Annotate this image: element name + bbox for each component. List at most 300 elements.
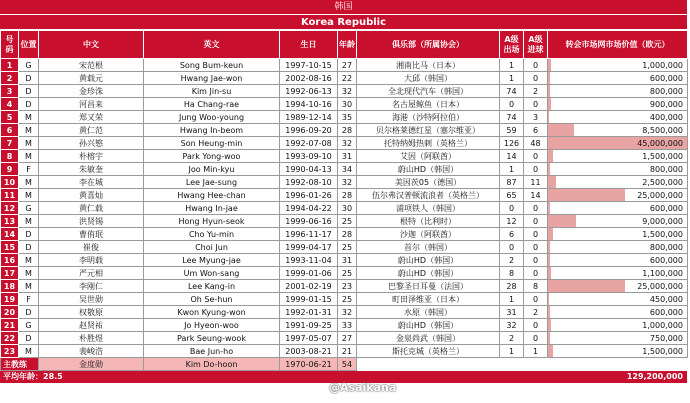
player-club: 蔚山HD（韩国） — [357, 267, 500, 280]
player-value-cell — [548, 85, 688, 98]
player-dob: 1996-09-20 — [280, 124, 338, 137]
player-goals: 11 — [524, 176, 548, 189]
player-club: 首尔（韩国） — [357, 241, 500, 254]
player-value-cell — [548, 319, 688, 332]
player-number: 8 — [1, 150, 19, 163]
player-number: 6 — [1, 124, 19, 137]
player-value: 1,500,000 — [642, 229, 683, 239]
player-age: 28 — [338, 228, 357, 241]
player-value-cell — [548, 267, 688, 280]
header-club: 俱乐部（所属协会） — [357, 31, 500, 59]
player-caps: 2 — [500, 332, 524, 345]
player-age: 31 — [338, 150, 357, 163]
player-caps: 12 — [500, 215, 524, 228]
player-name-en: Kim Jin-su — [144, 85, 280, 98]
country-title-cn: 韩国 — [0, 0, 687, 15]
player-caps: 1 — [500, 345, 524, 358]
player-name-cn: 孙兴慜 — [39, 137, 144, 150]
player-number: 2 — [1, 72, 19, 85]
player-caps: 87 — [500, 176, 524, 189]
player-number: 19 — [1, 293, 19, 306]
player-age: 30 — [338, 98, 357, 111]
player-name-cn: 洪贤锡 — [39, 215, 144, 228]
player-dob: 1999-01-06 — [280, 267, 338, 280]
squad-table — [0, 30, 688, 371]
player-name-cn: 黄喜灿 — [39, 189, 144, 202]
player-value-cell — [548, 306, 688, 319]
player-position: D — [19, 241, 39, 254]
player-club: 水原（韩国） — [357, 306, 500, 319]
header-goals: A级进球 — [524, 31, 548, 59]
player-value: 600,000 — [649, 73, 683, 83]
player-value: 600,000 — [649, 255, 683, 265]
player-age: 22 — [338, 72, 357, 85]
player-goals: 0 — [524, 228, 548, 241]
player-number: 12 — [1, 202, 19, 215]
player-goals: 0 — [524, 98, 548, 111]
player-age: 32 — [338, 137, 357, 150]
player-caps: 0 — [500, 241, 524, 254]
player-club: 蔚山HD（韩国） — [357, 319, 500, 332]
player-number: 7 — [1, 137, 19, 150]
player-caps: 74 — [500, 111, 524, 124]
player-name-cn: 李在城 — [39, 176, 144, 189]
player-value-cell — [548, 150, 688, 163]
player-caps: 14 — [500, 150, 524, 163]
player-name-en: Hwang Jae-won — [144, 72, 280, 85]
table-row — [1, 319, 688, 332]
player-age: 32 — [338, 176, 357, 189]
table-row — [1, 332, 688, 345]
player-goals: 0 — [524, 267, 548, 280]
player-name-cn: 严元相 — [39, 267, 144, 280]
player-value: 800,000 — [649, 164, 683, 174]
player-club: 托特纳姆热刺（英格兰） — [357, 137, 500, 150]
header-cn: 中文 — [39, 31, 144, 59]
player-age: 27 — [338, 59, 357, 72]
player-goals: 0 — [524, 150, 548, 163]
player-number: 23 — [1, 345, 19, 358]
player-dob: 1991-09-25 — [280, 319, 338, 332]
player-age: 33 — [338, 319, 357, 332]
player-name-cn: 李刚仁 — [39, 280, 144, 293]
player-name-en: Hwang Hee-chan — [144, 189, 280, 202]
player-age: 21 — [338, 345, 357, 358]
player-value-cell — [548, 280, 688, 293]
player-value-cell — [548, 228, 688, 241]
player-value-cell — [548, 215, 688, 228]
player-name-en: Choi Jun — [144, 241, 280, 254]
player-caps: 0 — [500, 98, 524, 111]
player-club: 大邱（韩国） — [357, 72, 500, 85]
table-header-row — [1, 31, 688, 59]
player-name-cn: 金珍洙 — [39, 85, 144, 98]
player-number: 20 — [1, 306, 19, 319]
player-caps: 74 — [500, 85, 524, 98]
player-position: G — [19, 319, 39, 332]
player-name-en: Bae Jun-ho — [144, 345, 280, 358]
player-club: 金泉尚武（韩国） — [357, 332, 500, 345]
player-age: 28 — [338, 124, 357, 137]
player-caps: 1 — [500, 293, 524, 306]
player-value: 750,000 — [649, 333, 683, 343]
player-name-en: Kwon Kyung-won — [144, 306, 280, 319]
player-position: M — [19, 345, 39, 358]
player-name-en: Jo Hyeon-woo — [144, 319, 280, 332]
player-value: 8,500,000 — [642, 125, 683, 135]
player-goals: 1 — [524, 345, 548, 358]
player-position: D — [19, 72, 39, 85]
player-name-en: Lee Jae-sung — [144, 176, 280, 189]
player-caps: 2 — [500, 254, 524, 267]
player-club: 根特（比利时） — [357, 215, 500, 228]
header-dob: 生日 — [280, 31, 338, 59]
player-value: 450,000 — [649, 294, 683, 304]
player-age: 25 — [338, 215, 357, 228]
player-value-cell — [548, 254, 688, 267]
player-goals: 3 — [524, 111, 548, 124]
header-age: 年龄 — [338, 31, 357, 59]
player-position: M — [19, 150, 39, 163]
header-caps: A级出场 — [500, 31, 524, 59]
player-dob: 1997-10-15 — [280, 59, 338, 72]
player-dob: 1989-12-14 — [280, 111, 338, 124]
player-age: 27 — [338, 332, 357, 345]
player-caps: 126 — [500, 137, 524, 150]
player-dob: 1999-06-16 — [280, 215, 338, 228]
player-value: 9,000,000 — [642, 216, 683, 226]
player-club: 浦项铁人（韩国） — [357, 202, 500, 215]
watermark: @Asaikana — [329, 381, 397, 394]
player-position: F — [19, 163, 39, 176]
player-number: 16 — [1, 254, 19, 267]
player-caps: 0 — [500, 202, 524, 215]
player-name-cn: 朴榕宇 — [39, 150, 144, 163]
player-value-cell — [548, 137, 688, 150]
player-goals: 0 — [524, 202, 548, 215]
table-row — [1, 228, 688, 241]
player-position: M — [19, 137, 39, 150]
player-value-cell — [548, 72, 688, 85]
player-number: 10 — [1, 176, 19, 189]
player-dob: 1992-06-13 — [280, 85, 338, 98]
player-number: 17 — [1, 267, 19, 280]
player-value: 1,000,000 — [642, 60, 683, 70]
table-row — [1, 59, 688, 72]
player-goals: 48 — [524, 137, 548, 150]
player-age: 25 — [338, 241, 357, 254]
player-club: 美因茨05（德国） — [357, 176, 500, 189]
player-number: 14 — [1, 228, 19, 241]
player-name-cn: 吴世勋 — [39, 293, 144, 306]
player-value-cell — [548, 332, 688, 345]
player-goals: 0 — [524, 293, 548, 306]
player-caps: 8 — [500, 267, 524, 280]
player-caps: 6 — [500, 228, 524, 241]
player-value: 45,000,000 — [637, 138, 683, 148]
player-name-cn: 黄仁范 — [39, 124, 144, 137]
player-name-en: Joo Min-kyu — [144, 163, 280, 176]
player-position: G — [19, 59, 39, 72]
player-club: 斯托克城（英格兰） — [357, 345, 500, 358]
player-name-cn: 李明载 — [39, 254, 144, 267]
player-value-cell — [548, 59, 688, 72]
player-name-en: Hong Hyun-seok — [144, 215, 280, 228]
player-name-cn: 崔俊 — [39, 241, 144, 254]
player-value-cell — [548, 293, 688, 306]
player-number: 18 — [1, 280, 19, 293]
player-goals: 0 — [524, 72, 548, 85]
player-dob: 2003-08-21 — [280, 345, 338, 358]
player-age: 25 — [338, 267, 357, 280]
total-value: 129,200,000 — [626, 372, 683, 381]
player-goals: 0 — [524, 59, 548, 72]
player-position: D — [19, 98, 39, 111]
player-rows — [1, 59, 688, 358]
player-club: 海港（沙特阿拉伯） — [357, 111, 500, 124]
player-club: 贝尔格莱德红星（塞尔维亚） — [357, 124, 500, 137]
player-age: 28 — [338, 189, 357, 202]
table-row — [1, 85, 688, 98]
header-num: 号码 — [1, 31, 19, 59]
player-club: 蔚山HD（韩国） — [357, 254, 500, 267]
player-number: 11 — [1, 189, 19, 202]
coach-age: 54 — [338, 358, 357, 371]
player-name-en: Lee Myung-jae — [144, 254, 280, 267]
coach-empty — [357, 358, 500, 371]
player-age: 25 — [338, 293, 357, 306]
player-dob: 1996-11-17 — [280, 228, 338, 241]
player-name-en: Ha Chang-rae — [144, 98, 280, 111]
player-position: M — [19, 176, 39, 189]
player-goals: 8 — [524, 280, 548, 293]
player-number: 1 — [1, 59, 19, 72]
player-name-cn: 黄仁载 — [39, 202, 144, 215]
player-age: 31 — [338, 254, 357, 267]
player-club: 沙迦（阿联酋） — [357, 228, 500, 241]
table-row — [1, 98, 688, 111]
player-caps: 59 — [500, 124, 524, 137]
player-goals: 2 — [524, 306, 548, 319]
player-position: M — [19, 111, 39, 124]
player-number: 21 — [1, 319, 19, 332]
player-goals: 0 — [524, 254, 548, 267]
player-name-en: Lee Kang-in — [144, 280, 280, 293]
player-age: 32 — [338, 306, 357, 319]
player-age: 35 — [338, 111, 357, 124]
player-caps: 28 — [500, 280, 524, 293]
table-row — [1, 189, 688, 202]
player-caps: 32 — [500, 319, 524, 332]
player-value-cell — [548, 345, 688, 358]
player-caps: 1 — [500, 163, 524, 176]
player-goals: 0 — [524, 215, 548, 228]
table-row — [1, 202, 688, 215]
coach-empty — [524, 358, 548, 371]
player-position: G — [19, 202, 39, 215]
player-value: 600,000 — [649, 307, 683, 317]
player-value-cell — [548, 111, 688, 124]
header-en: 英文 — [144, 31, 280, 59]
player-value: 1,500,000 — [642, 346, 683, 356]
player-name-cn: 宋范根 — [39, 59, 144, 72]
player-name-en: Park Seung-wook — [144, 332, 280, 345]
player-value-cell — [548, 98, 688, 111]
player-position: D — [19, 85, 39, 98]
player-dob: 1994-04-22 — [280, 202, 338, 215]
player-goals: 0 — [524, 241, 548, 254]
player-position: D — [19, 228, 39, 241]
player-value-cell — [548, 202, 688, 215]
player-name-en: Oh Se-hun — [144, 293, 280, 306]
player-value: 1,500,000 — [642, 151, 683, 161]
player-name-cn: 朱敏奎 — [39, 163, 144, 176]
table-row — [1, 254, 688, 267]
player-position: F — [19, 293, 39, 306]
player-value: 800,000 — [649, 242, 683, 252]
player-dob: 1996-01-26 — [280, 189, 338, 202]
player-position: D — [19, 332, 39, 345]
player-goals: 0 — [524, 319, 548, 332]
player-dob: 1992-08-10 — [280, 176, 338, 189]
player-age: 34 — [338, 163, 357, 176]
player-dob: 1999-01-15 — [280, 293, 338, 306]
player-goals: 2 — [524, 85, 548, 98]
player-goals: 14 — [524, 189, 548, 202]
player-value: 600,000 — [649, 203, 683, 213]
player-number: 5 — [1, 111, 19, 124]
player-club: 艾因（阿联酋） — [357, 150, 500, 163]
player-value-cell — [548, 176, 688, 189]
player-value-cell — [548, 163, 688, 176]
table-row — [1, 150, 688, 163]
player-goals: 0 — [524, 332, 548, 345]
coach-empty — [548, 358, 688, 371]
player-position: M — [19, 267, 39, 280]
header-value: 转会市场网市场价值（欧元） — [548, 31, 688, 59]
player-value: 1,000,000 — [642, 320, 683, 330]
player-club: 巴黎圣日耳曼（法国） — [357, 280, 500, 293]
player-name-cn: 赵贤祐 — [39, 319, 144, 332]
player-position: M — [19, 189, 39, 202]
player-club: 全北现代汽车（韩国） — [357, 85, 500, 98]
player-name-cn: 朴胜煜 — [39, 332, 144, 345]
header-pos: 位置 — [19, 31, 39, 59]
table-row — [1, 280, 688, 293]
player-dob: 2001-02-19 — [280, 280, 338, 293]
player-value-cell — [548, 124, 688, 137]
player-value: 800,000 — [649, 86, 683, 96]
table-row — [1, 124, 688, 137]
table-row — [1, 72, 688, 85]
player-value: 400,000 — [649, 112, 683, 122]
player-goals: 6 — [524, 124, 548, 137]
table-row — [1, 267, 688, 280]
player-number: 13 — [1, 215, 19, 228]
player-position: D — [19, 306, 39, 319]
player-dob: 1992-01-31 — [280, 306, 338, 319]
player-name-en: Jung Woo-young — [144, 111, 280, 124]
player-dob: 1993-11-04 — [280, 254, 338, 267]
player-age: 32 — [338, 85, 357, 98]
player-position: M — [19, 124, 39, 137]
player-name-cn: 裴峻浩 — [39, 345, 144, 358]
table-row — [1, 215, 688, 228]
player-position: M — [19, 280, 39, 293]
table-row — [1, 306, 688, 319]
player-name-en: Hwang In-jae — [144, 202, 280, 215]
player-goals: 0 — [524, 163, 548, 176]
table-row — [1, 176, 688, 189]
player-value-cell — [548, 241, 688, 254]
player-name-cn: 黄载元 — [39, 72, 144, 85]
player-value: 25,000,000 — [637, 281, 683, 291]
player-dob: 2002-08-16 — [280, 72, 338, 85]
player-name-cn: 权敬原 — [39, 306, 144, 319]
player-age: 23 — [338, 280, 357, 293]
player-dob: 1993-09-10 — [280, 150, 338, 163]
player-age: 30 — [338, 202, 357, 215]
player-name-cn: 河昌来 — [39, 98, 144, 111]
player-club: 蔚山HD（韩国） — [357, 163, 500, 176]
player-number: 3 — [1, 85, 19, 98]
coach-row — [1, 358, 688, 371]
player-value: 2,500,000 — [642, 177, 683, 187]
player-number: 9 — [1, 163, 19, 176]
player-name-en: Park Yong-woo — [144, 150, 280, 163]
average-age: 平均年龄：28.5 — [3, 372, 63, 381]
player-dob: 1999-04-17 — [280, 241, 338, 254]
player-number: 22 — [1, 332, 19, 345]
player-value: 900,000 — [649, 99, 683, 109]
table-row — [1, 163, 688, 176]
player-dob: 1992-07-08 — [280, 137, 338, 150]
player-value: 1,100,000 — [642, 268, 683, 278]
player-club: 名古屋鲸鱼（日本） — [357, 98, 500, 111]
player-value-cell — [548, 189, 688, 202]
player-caps: 65 — [500, 189, 524, 202]
player-caps: 1 — [500, 59, 524, 72]
table-row — [1, 345, 688, 358]
player-position: M — [19, 254, 39, 267]
country-title-en: Korea Republic — [0, 15, 687, 30]
player-caps: 1 — [500, 72, 524, 85]
player-club: 湘南比马（日本） — [357, 59, 500, 72]
player-dob: 1994-10-16 — [280, 98, 338, 111]
coach-dob: 1970-06-21 — [280, 358, 338, 371]
player-name-en: Um Won-sang — [144, 267, 280, 280]
player-name-cn: 郑又荣 — [39, 111, 144, 124]
table-row — [1, 137, 688, 150]
table-row — [1, 293, 688, 306]
coach-name-en: Kim Do-hoon — [144, 358, 280, 371]
player-value: 25,000,000 — [637, 190, 683, 200]
player-club: 町田泽维亚（日本） — [357, 293, 500, 306]
coach-name-cn: 金度勋 — [39, 358, 144, 371]
player-caps: 31 — [500, 306, 524, 319]
player-name-en: Son Heung-min — [144, 137, 280, 150]
player-position: M — [19, 215, 39, 228]
player-dob: 1990-04-13 — [280, 163, 338, 176]
coach-label: 主教练 — [1, 358, 39, 371]
player-number: 4 — [1, 98, 19, 111]
player-name-cn: 曹侑珉 — [39, 228, 144, 241]
player-number: 15 — [1, 241, 19, 254]
player-club: 伍尔弗汉普顿流浪者（英格兰） — [357, 189, 500, 202]
table-row — [1, 241, 688, 254]
player-name-en: Cho Yu-min — [144, 228, 280, 241]
player-dob: 1997-05-07 — [280, 332, 338, 345]
